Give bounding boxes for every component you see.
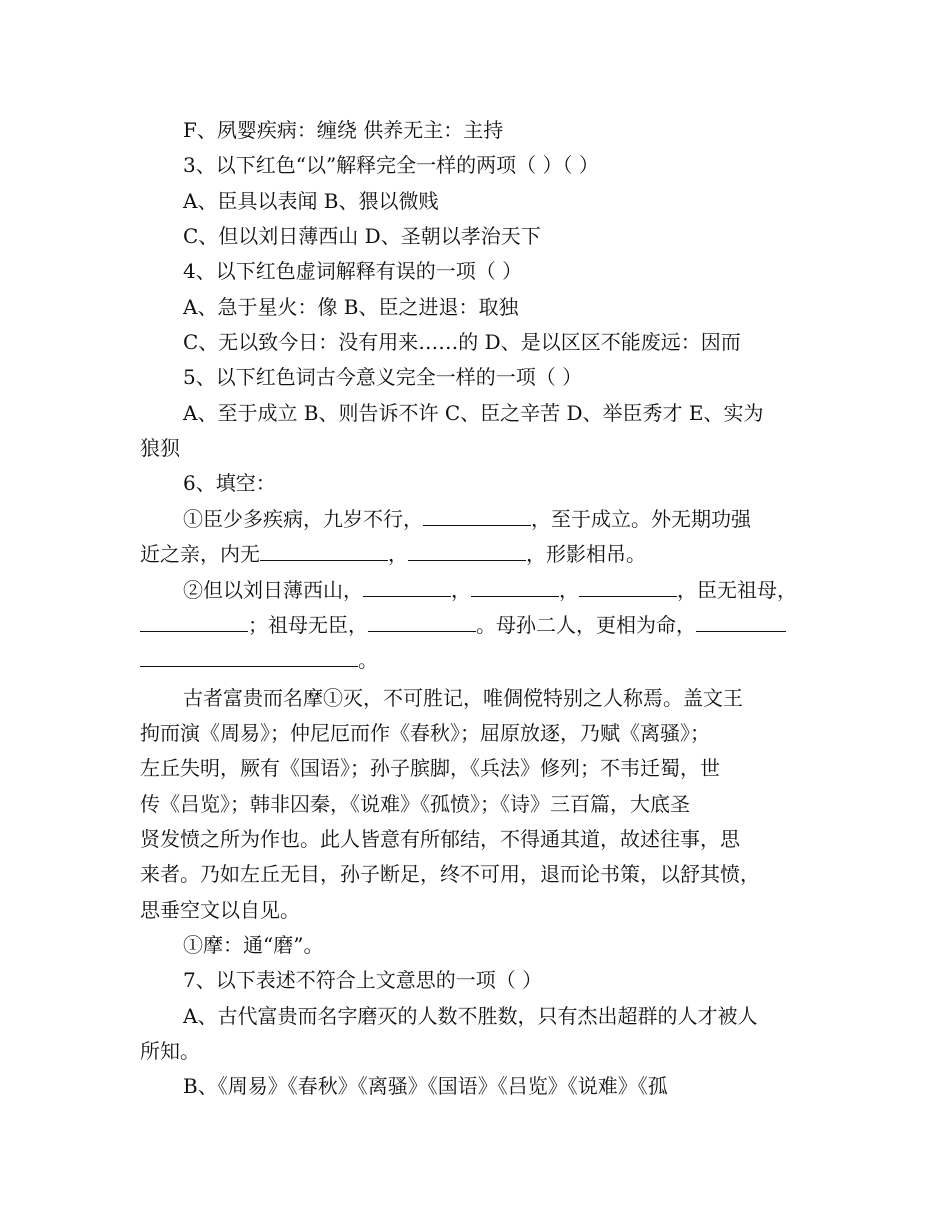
passage-line-7: 思垂空文以自见。 (140, 898, 300, 922)
passage-line-3: 左丘失明，厥有《国语》；孙子膑脚，《兵法》修列；不韦迁蜀，世 (140, 756, 720, 780)
fill-blank-1-line-2 (140, 542, 646, 566)
fill-text: ，形影相吊。 (526, 542, 646, 566)
fill-blank-2-line-2 (140, 613, 786, 637)
blank-line[interactable] (140, 613, 248, 632)
question-7-option-a: A、古代富贵而名字磨灭的人数不胜数，只有杰出超群的人才被人 (183, 1004, 758, 1028)
fill-blank-1-line-1 (183, 507, 751, 531)
fill-blank-2-line-3 (140, 648, 378, 672)
fill-text: ，臣无祖母， (677, 578, 797, 602)
blank-line[interactable] (363, 578, 451, 597)
blank-line[interactable] (260, 542, 388, 561)
question-3-options-cd: C、但以刘日薄西山 D、圣朝以孝治天下 (183, 224, 541, 248)
question-7-option-b: B、《周易》《春秋》《离骚》《国语》《吕览》《说难》《孤 (183, 1074, 668, 1098)
blank-line[interactable] (579, 578, 677, 597)
question-3-stem: 3、以下红色“以”解释完全一样的两项（ ）（ ） (183, 153, 599, 177)
blank-line[interactable] (423, 507, 531, 526)
fill-text: 近之亲，内无 (140, 542, 260, 566)
question-5-stem: 5、以下红色词古今意义完全一样的一项（ ） (183, 365, 583, 389)
fill-text: ；祖母无臣， (248, 613, 368, 637)
blank-line[interactable] (471, 578, 559, 597)
fill-text: ①臣少多疾病，九岁不行， (183, 507, 423, 531)
question-5-options-cont: 狼狈 (140, 436, 180, 460)
question-5-options: A、至于成立 B、则告诉不许 C、臣之辛苦 D、举臣秀才 E、实为 (183, 401, 764, 425)
fill-text: ②但以刘日薄西山， (183, 578, 363, 602)
footnote: ①摩：通“磨”。 (183, 933, 324, 957)
blank-line[interactable] (408, 542, 526, 561)
fill-blank-2-line-1 (183, 578, 797, 602)
passage-line-2: 拘而演《周易》；仲尼厄而作《春秋》；屈原放逐，乃赋《离骚》； (140, 721, 710, 745)
question-4-stem: 4、以下红色虚词解释有误的一项（ ） (183, 259, 523, 283)
question-4-options-ab: A、急于星火：像 B、臣之进退：取独 (183, 295, 519, 319)
fill-text: ， (388, 542, 408, 566)
blank-line[interactable] (368, 613, 476, 632)
passage-line-5: 贤发愤之所为作也。此人皆意有所郁结，不得通其道，故述往事，思 (140, 827, 740, 851)
fill-text: ， (451, 578, 471, 602)
option-f-line: F、夙婴疾病：缠绕 供养无主：主持 (183, 118, 504, 142)
fill-text: 。 (358, 648, 378, 672)
blank-line[interactable] (140, 648, 358, 667)
question-3-options-ab: A、臣具以表闻 B、猥以微贱 (183, 189, 439, 213)
fill-text: 。母孙二人，更相为命， (476, 613, 696, 637)
question-6-stem: 6、填空： (183, 471, 276, 495)
fill-text: ， (559, 578, 579, 602)
passage-line-4: 传《吕览》；韩非囚秦，《说难》《孤愤》；《诗》三百篇，大底圣 (140, 792, 690, 816)
question-4-options-cd: C、无以致今日：没有用来……的 D、是以区区不能废远：因而 (183, 330, 741, 354)
fill-text: ，至于成立。外无期功强 (531, 507, 751, 531)
question-7-stem: 7、以下表述不符合上文意思的一项（ ） (183, 968, 543, 992)
question-7-option-a-cont: 所知。 (140, 1039, 200, 1063)
blank-line[interactable] (696, 613, 786, 632)
passage-line-6: 来者。乃如左丘无目，孙子断足，终不可用，退而论书策，以舒其愤， (140, 862, 760, 886)
passage-line-1: 古者富贵而名摩①灭，不可胜记，唯倜傥特别之人称焉。盖文王 (183, 686, 743, 710)
